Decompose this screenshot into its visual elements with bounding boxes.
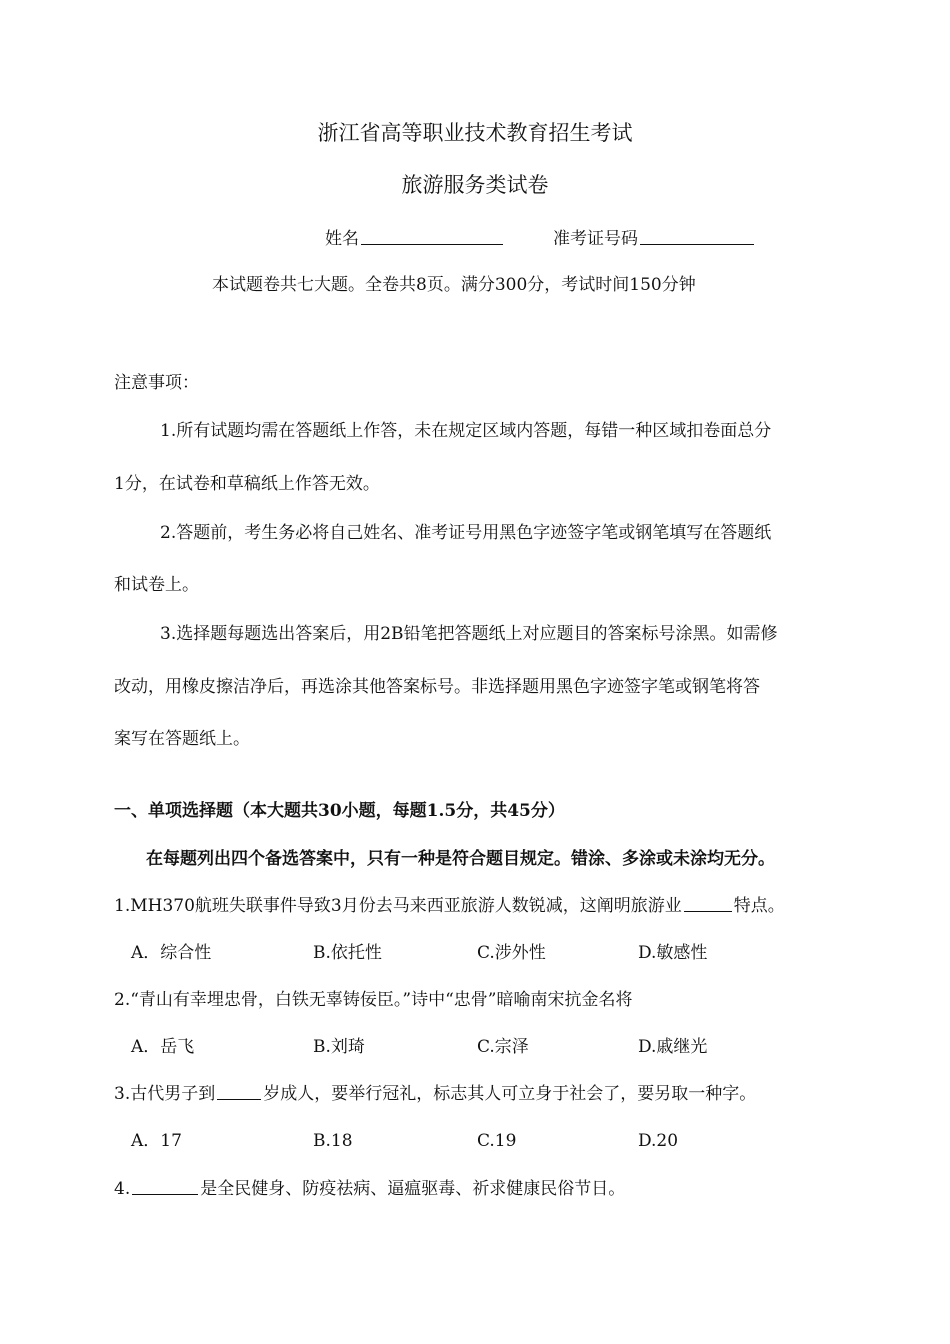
section-1-heading: 一、单项选择题（本大题共30小题，每题1.5分，共45分） bbox=[114, 801, 565, 821]
id-field bbox=[553, 229, 756, 249]
question-1-option-c: C.涉外性 bbox=[477, 943, 546, 963]
note-3-line-1: 3.选择题每题选出答案后，用2B铅笔把答题纸上对应题目的答案标号涂黑。如需修 bbox=[160, 624, 778, 644]
question-2 bbox=[114, 990, 632, 1010]
question-2-option-c: C.宗泽 bbox=[477, 1037, 529, 1057]
question-3-stem: 3.古代男子到 bbox=[114, 1084, 216, 1104]
question-2-option-b: B.刘琦 bbox=[313, 1037, 365, 1057]
question-4-stem: 4. bbox=[114, 1179, 131, 1199]
question-2-option-a: A．岳飞 bbox=[131, 1037, 195, 1057]
question-2-option-d: D.戚继光 bbox=[638, 1037, 708, 1057]
question-1 bbox=[114, 896, 785, 916]
note-2-line-2: 和试卷上。 bbox=[114, 575, 199, 595]
note-1-line-2: 1分，在试卷和草稿纸上作答无效。 bbox=[114, 474, 380, 494]
id-label: 准考证号码 bbox=[553, 229, 638, 249]
question-1-option-d: D.敏感性 bbox=[638, 943, 708, 963]
exam-title: 浙江省高等职业技术教育招生考试 bbox=[317, 121, 633, 145]
question-3-blank bbox=[217, 1098, 261, 1100]
question-4-blank bbox=[132, 1193, 198, 1195]
question-1-blank bbox=[684, 910, 732, 912]
question-4-stem-end: 是全民健身、防疫祛病、逼瘟驱毒、祈求健康民俗节日。 bbox=[200, 1179, 626, 1199]
exam-summary: 本试题卷共七大题。全卷共8页。满分300分，考试时间150分钟 bbox=[212, 275, 696, 295]
question-3-option-a: A．17 bbox=[131, 1131, 182, 1151]
question-1-option-a: A．综合性 bbox=[131, 943, 212, 963]
name-blank bbox=[361, 243, 503, 245]
question-1-option-b: B.依托性 bbox=[313, 943, 382, 963]
question-1-stem-end: 特点。 bbox=[733, 896, 785, 916]
note-3-line-3: 案写在答题纸上。 bbox=[114, 729, 250, 749]
question-3 bbox=[114, 1084, 756, 1104]
question-1-stem: 1.MH370航班失联事件导致3月份去马来西亚旅游人数锐减，这阐明旅游业 bbox=[114, 896, 682, 916]
section-1-instruction: 在每题列出四个备选答案中，只有一种是符合题目规定。错涂、多涂或未涂均无分。 bbox=[146, 849, 775, 869]
note-1-line-1: 1.所有试题均需在答题纸上作答，未在规定区域内答题，每错一种区域扣卷面总分 bbox=[160, 421, 772, 441]
exam-subtitle: 旅游服务类试卷 bbox=[401, 173, 549, 197]
note-3-line-2: 改动，用橡皮擦洁净后，再选涂其他答案标号。非选择题用黑色字迹签字笔或钢笔将答 bbox=[114, 677, 760, 697]
question-3-option-b: B.18 bbox=[313, 1131, 353, 1151]
question-3-option-c: C.19 bbox=[477, 1131, 517, 1151]
id-blank bbox=[640, 243, 754, 245]
name-label: 姓名 bbox=[325, 229, 359, 249]
question-3-stem-end: 岁成人，要举行冠礼，标志其人可立身于社会了，要另取一种字。 bbox=[263, 1084, 757, 1104]
name-field bbox=[325, 229, 505, 249]
question-4 bbox=[114, 1179, 625, 1199]
question-2-stem: 2.“青山有幸埋忠骨，白铁无辜铸佞臣。”诗中“忠骨”暗喻南宋抗金名将 bbox=[114, 990, 633, 1010]
notes-heading: 注意事项： bbox=[114, 373, 199, 393]
note-2-line-1: 2.答题前，考生务必将自己姓名、准考证号用黑色字迹签字笔或钢笔填写在答题纸 bbox=[160, 523, 772, 543]
question-3-option-d: D.20 bbox=[638, 1131, 679, 1151]
